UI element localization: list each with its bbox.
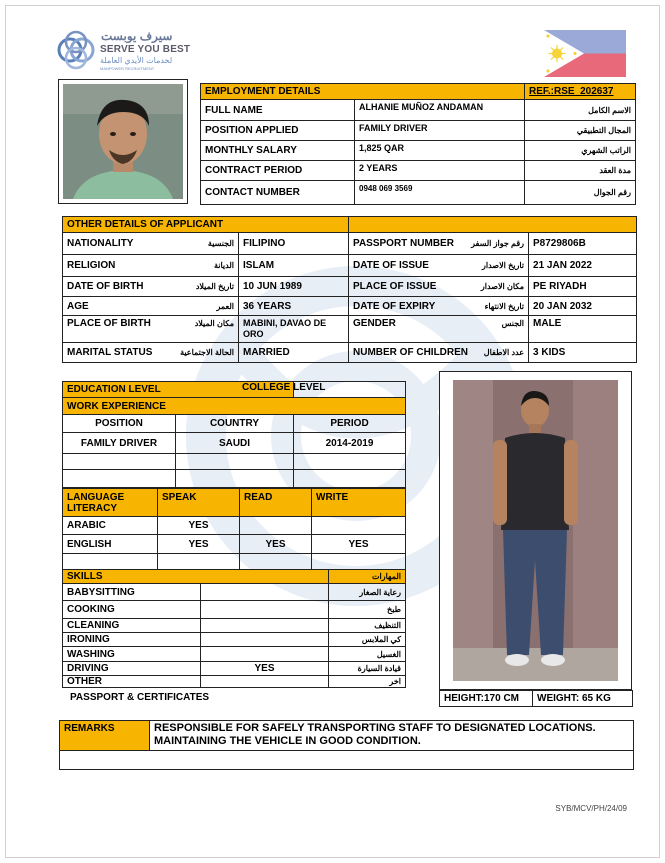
applicant-details-title-blank <box>349 217 637 233</box>
language-header-read: READ <box>240 489 312 517</box>
skills-table <box>62 569 406 688</box>
age-label: AGE العمر <box>63 297 239 316</box>
language-row-empty <box>63 554 158 570</box>
full-name-value: ALHANIE MUÑOZ ANDAMAN <box>355 100 525 121</box>
remarks-text: RESPONSIBLE FOR SAFELY TRANSPORTING STAFF TO DESIGNATED LOCATIONS. MAINTAINING THE VEHICLE IN GOOD CONDITION. <box>150 721 634 751</box>
contact-number-label: CONTACT NUMBER <box>201 181 355 205</box>
work-row-empty <box>63 454 176 470</box>
language-header-speak: SPEAK <box>158 489 240 517</box>
headshot-photo-icon <box>63 84 183 199</box>
logo-arabic-text: سيرف يوبست <box>101 29 173 43</box>
contract-period-arabic: مدة العقد <box>525 161 636 181</box>
position-applied-label: POSITION APPLIED <box>201 121 355 141</box>
language-arabic: ARABIC <box>63 517 158 535</box>
skill-driving-arabic: قيادة السيارة <box>329 662 406 676</box>
employment-title: EMPLOYMENT DETAILS <box>201 84 525 100</box>
education-level-text: COLLEGE LEVEL <box>242 382 326 393</box>
language-arabic-read <box>240 517 312 535</box>
skill-babysitting-arabic: رعاية الصغار <box>329 584 406 601</box>
applicant-details-title: OTHER DETAILS OF APPLICANT <box>63 217 349 233</box>
work-row-country: SAUDI <box>176 433 294 454</box>
full-name-arabic: الاسم الكامل <box>525 100 636 121</box>
logo-arabic-subtext: لخدمات الأيدي العاملة <box>100 56 173 65</box>
skill-driving: DRIVING <box>63 662 201 676</box>
skill-cleaning-value <box>201 619 329 633</box>
physical-stats-table <box>439 690 633 707</box>
cv-page <box>5 5 660 858</box>
language-english-read: YES <box>240 535 312 554</box>
skill-babysitting: BABYSITTING <box>63 584 201 601</box>
remarks-label: REMARKS <box>60 721 150 751</box>
work-row-empty <box>294 454 406 470</box>
gender-value: MALE <box>529 316 637 343</box>
nationality-label: NATIONALITY الجنسية <box>63 233 239 255</box>
skills-title-arabic: المهارات <box>329 570 406 584</box>
date-of-expiry-label: DATE OF EXPIRY تاريخ الانتهاء <box>349 297 529 316</box>
language-table <box>62 488 406 570</box>
language-row-empty <box>312 554 406 570</box>
height-value: HEIGHT:170 CM <box>440 691 533 707</box>
language-english-speak: YES <box>158 535 240 554</box>
skill-cleaning: CLEANING <box>63 619 201 633</box>
contact-number-arabic: رقم الجوال <box>525 181 636 205</box>
skill-washing: WASHING <box>63 647 201 662</box>
applicant-full-body-photo <box>439 371 632 690</box>
skill-other-arabic: اخر <box>329 676 406 688</box>
language-english-write: YES <box>312 535 406 554</box>
document-code: SYB/MCV/PH/24/09 <box>555 804 627 813</box>
place-of-issue-value: PE RIYADH <box>529 277 637 297</box>
skill-cooking-value <box>201 601 329 619</box>
language-header: LANGUAGE LITERACY <box>63 489 158 517</box>
logo-subtitle: MANPOWER RECRUITMENT <box>100 66 155 71</box>
language-arabic-write <box>312 517 406 535</box>
passport-number-value: P8729806B <box>529 233 637 255</box>
language-row-empty <box>158 554 240 570</box>
skill-cleaning-arabic: التنظيف <box>329 619 406 633</box>
full-name-label: FULL NAME <box>201 100 355 121</box>
philippines-flag-icon <box>544 30 626 77</box>
place-of-birth-label: PLACE OF BIRTH مكان الميلاد <box>63 316 239 343</box>
weight-value: WEIGHT: 65 KG <box>533 691 633 707</box>
passport-certificates-label: PASSPORT & CERTIFICATES <box>70 692 210 703</box>
religion-value: ISLAM <box>239 255 349 277</box>
work-row-empty <box>63 470 176 488</box>
position-applied-arabic: المجال التطبيقي <box>525 121 636 141</box>
number-of-children-value: 3 KIDS <box>529 343 637 363</box>
work-row-empty <box>176 470 294 488</box>
applicant-details-table <box>62 216 637 363</box>
work-row-empty <box>176 454 294 470</box>
date-of-birth-value: 10 JUN 1989 <box>239 277 349 297</box>
date-of-issue-value: 21 JAN 2022 <box>529 255 637 277</box>
language-row-empty <box>240 554 312 570</box>
age-value: 36 YEARS <box>239 297 349 316</box>
contact-number-value: 0948 069 3569 <box>355 181 525 205</box>
religion-label: RELIGION الديانة <box>63 255 239 277</box>
full-body-photo-icon <box>453 380 618 681</box>
work-header-position: POSITION <box>63 415 176 433</box>
skill-ironing: IRONING <box>63 633 201 647</box>
skill-driving-value: YES <box>201 662 329 676</box>
skill-babysitting-value <box>201 584 329 601</box>
reference-number: REF.:RSE_202637 <box>525 84 636 100</box>
marital-status-label: MARITAL STATUS الحالة الاجتماعية <box>63 343 239 363</box>
globe-rings-logo-icon <box>56 29 96 71</box>
skill-washing-arabic: الغسيل <box>329 647 406 662</box>
work-header-period: PERIOD <box>294 415 406 433</box>
monthly-salary-label: MONTHLY SALARY <box>201 141 355 161</box>
remarks-table <box>59 720 634 770</box>
contract-period-label: CONTRACT PERIOD <box>201 161 355 181</box>
place-of-issue-label: PLACE OF ISSUE مكان الاصدار <box>349 277 529 297</box>
passport-number-label: PASSPORT NUMBER رقم جواز السفر <box>349 233 529 255</box>
skill-washing-value <box>201 647 329 662</box>
date-of-issue-label: DATE OF ISSUE تاريخ الاصدار <box>349 255 529 277</box>
employment-details-table <box>200 83 636 205</box>
company-logo <box>56 29 196 79</box>
date-of-expiry-value: 20 JAN 2032 <box>529 297 637 316</box>
work-row-period: 2014-2019 <box>294 433 406 454</box>
place-of-birth-value: MABINI, DAVAO DE ORO <box>239 316 349 343</box>
nationality-value: FILIPINO <box>239 233 349 255</box>
work-header-country: COUNTRY <box>176 415 294 433</box>
education-level-label: EDUCATION LEVEL <box>63 382 176 398</box>
language-arabic-speak: YES <box>158 517 240 535</box>
work-row-position: FAMILY DRIVER <box>63 433 176 454</box>
remarks-empty-row <box>60 751 634 770</box>
gender-label: GENDER الجنس <box>349 316 529 343</box>
skill-cooking: COOKING <box>63 601 201 619</box>
monthly-salary-arabic: الراتب الشهري <box>525 141 636 161</box>
skill-cooking-arabic: طبخ <box>329 601 406 619</box>
language-english: ENGLISH <box>63 535 158 554</box>
marital-status-value: MARRIED <box>239 343 349 363</box>
date-of-birth-label: DATE OF BIRTH تاريخ الميلاد <box>63 277 239 297</box>
number-of-children-label: NUMBER OF CHILDREN عدد الاطفال <box>349 343 529 363</box>
applicant-headshot <box>58 79 188 204</box>
skill-ironing-arabic: كي الملابس <box>329 633 406 647</box>
skill-other-value <box>201 676 329 688</box>
position-applied-value: FAMILY DRIVER <box>355 121 525 141</box>
skills-title: SKILLS <box>63 570 329 584</box>
skill-other: OTHER <box>63 676 201 688</box>
work-row-empty <box>294 470 406 488</box>
contract-period-value: 2 YEARS <box>355 161 525 181</box>
education-work-table <box>62 381 406 488</box>
monthly-salary-value: 1,825 QAR <box>355 141 525 161</box>
language-header-write: WRITE <box>312 489 406 517</box>
logo-english-text: SERVE YOU BEST <box>100 44 191 55</box>
work-experience-title: WORK EXPERIENCE <box>63 398 406 415</box>
skill-ironing-value <box>201 633 329 647</box>
